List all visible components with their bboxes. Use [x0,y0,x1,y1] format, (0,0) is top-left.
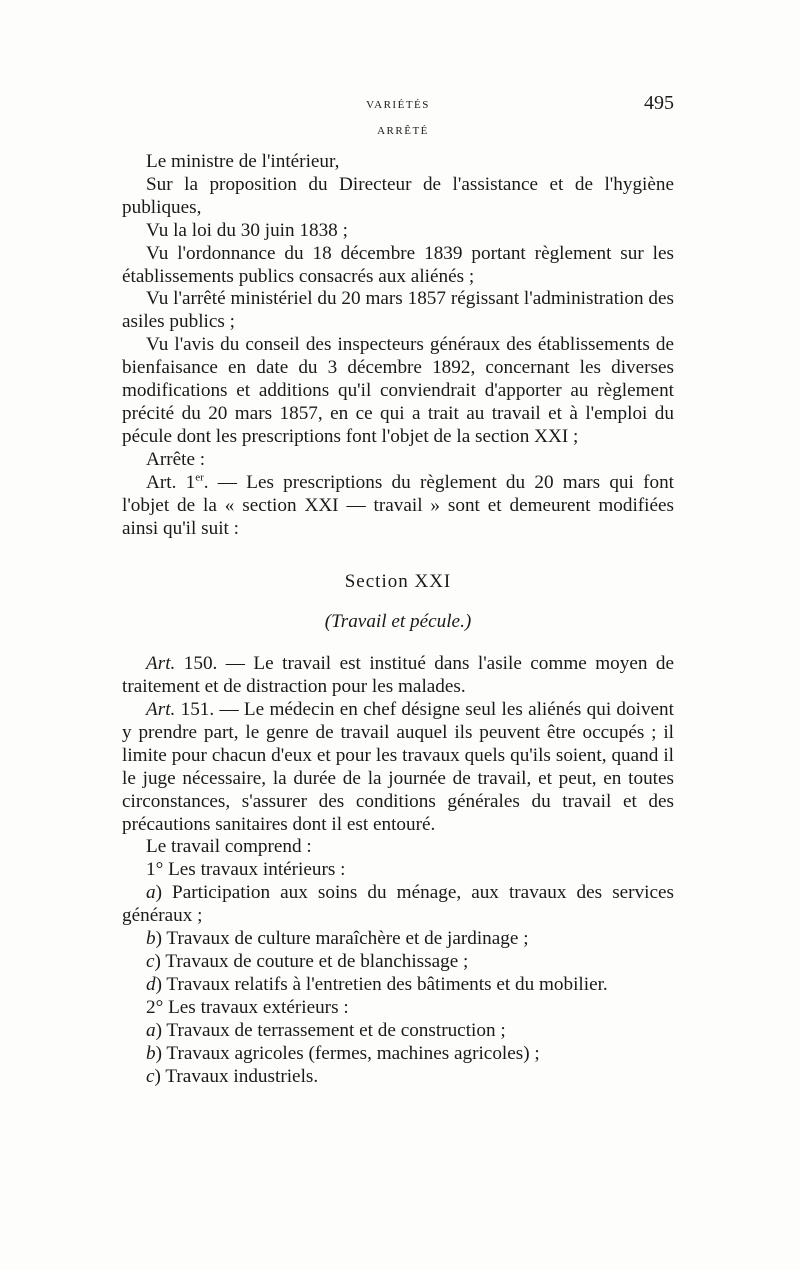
list-item [122,1066,674,1089]
list-text: ) Travaux industriels. [154,1065,319,1087]
act-title: ARRÊTÉ [377,125,429,137]
list-text: ) Travaux agricoles (fermes, machines agricoles) ; [155,1042,540,1064]
preamble-line: Vu l'ordonnance du 18 décembre 1839 portant règlement sur les établissements publics consacrés aux aliénés ; [122,242,674,287]
list-letter: c [146,951,155,972]
article-text: 151. — Le médecin en chef désigne seul les aliénés qui doivent y prendre part, le genre de travail auquel ils peuvent être occupés ; il limite pour chacun d'eux et pour les travaux quels qu'ils soient, quand il le juge nécessaire, la durée de la journée de travail, et peut, en toutes circonstances, s'assurer des conditions générales du travail et des précautions sanitaires dont il est entouré. [122,699,674,835]
page-number: 495 [644,92,674,114]
list-item [122,882,674,928]
article-label: Art. [146,699,176,721]
running-head [122,92,674,121]
section-subtitle: (Travail et pécule.) [324,611,472,633]
article-1-superscript: er [195,471,204,484]
list-item [122,974,674,997]
article-text: 150. — Le travail est institué dans l'asile comme moyen de traitement et de distraction pour les malades. [122,653,674,698]
preamble-line: Vu l'arrêté ministériel du 20 mars 1857 régissant l'administration des asiles publics ; [122,288,674,333]
preamble-line: Arrête : [146,448,206,470]
article-1-text: . — Les prescriptions du règlement du 20 mars qui font l'objet de la « section XXI — travail » sont et demeurent modifiées ainsi qu'il suit : [122,471,674,539]
article-150 [122,653,674,699]
preamble-line: Vu l'avis du conseil des inspecteurs généraux des établissements de bienfaisance en date du 3 décembre 1892, concernant les diverses modifications et additions qu'il conviendrait d'apporter au règlement précité du 20 mars 1857, en ce qui a trait au travail et à l'emploi du pécule dont les prescriptions font l'objet de la section XXI ; [122,334,674,447]
list-letter: d [146,973,156,995]
exterior-heading: 2° Les travaux extérieurs : [146,996,349,1018]
preamble-line: Sur la proposition du Directeur de l'assistance et de l'hygiène publiques, [122,173,674,218]
work-intro: Le travail comprend : [146,836,312,858]
list-letter: c [146,1065,155,1087]
list-item [122,951,674,974]
list-item [122,1043,674,1066]
list-item [122,1020,674,1043]
article-1-prefix: Art. 1 [146,471,196,493]
article-1 [122,472,674,541]
list-text: ) Participation aux soins du ménage, aux travaux des services généraux ; [122,882,674,927]
interior-heading: 1° Les travaux intérieurs : [146,859,346,881]
preamble-line: Vu la loi du 30 juin 1838 ; [146,219,348,241]
running-title: VARIÉTÉS [366,99,430,111]
list-text: ) Travaux de terrassement et de construction ; [155,1019,506,1041]
list-text: ) Travaux relatifs à l'entretien des bâtiments et du mobilier. [155,973,608,995]
list-letter: a [146,1019,156,1041]
section-word: Section [344,571,409,593]
section-title [122,571,674,594]
page-text-block [122,92,674,1088]
preamble-line: Le ministre de l'intérieur, [146,151,340,172]
article-151 [122,699,674,836]
section-number: XXI [414,571,452,593]
list-text: ) Travaux de culture maraîchère et de jardinage ; [155,928,529,950]
list-text: ) Travaux de couture et de blanchissage ; [154,951,469,972]
list-letter: a [146,882,156,904]
list-letter: b [146,928,156,950]
list-letter: b [146,1042,156,1064]
article-label: Art. [146,653,176,675]
list-item [122,928,674,951]
